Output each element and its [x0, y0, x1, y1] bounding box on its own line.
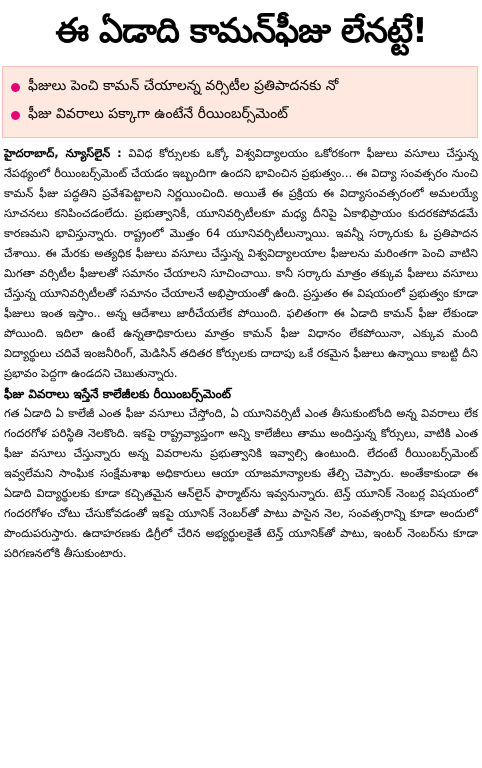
dateline: హైదరాబాద్, న్యూస్‌లైన్ :	[4, 147, 122, 160]
article-body	[4, 144, 478, 564]
subheading: ఫీజు వివరాలు ఇస్తేనే కాలేజీలకు రీయింబర్స్‌మెంట్	[4, 387, 231, 401]
paragraph	[4, 144, 478, 384]
bullet-icon	[11, 83, 20, 92]
deck-item	[11, 73, 469, 101]
paragraph-text: వివిధ కోర్సులకు ఒక్కో విశ్వవిద్యాలయం ఒకోరకంగా ఫీజులు వసూలు చేస్తున్న నేపథ్యంలో రీయింబర్స్‌మెంట్ చేయడం ఇబ్బందిగా ఉందని భావించిన ప్రభుత్వం... ఈ విద్యా సంవత్సరం నుంచి కామన్ ఫీజు పద్ధతిని ప్రవేశపెట్టాలని నిర్ణయించింది. అయితే ఈ ప్రక్రియ ఈ విద్యాసంవత్సరంలో అమలయ్యే సూచనలు కనిపించడంలేదు. ప్రభుత్వానికీ, యూనివర్సిటీలకూ మధ్య దీనిపై ఏకాభిప్రాయం కుదరకపోవడమే కారణమని భావిస్తున్నారు. రాష్ట్రంలో మొత్తం 64 యూనివర్సిటీలున్నాయి. ఇవన్నీ సర్కారుకు ఓ ప్రతిపాదన చేశాయి. ఈ మేరకు అత్యధిక ఫీజులు వసూలు చేస్తున్న విశ్వవిద్యాలయాల ఫీజులను మరింతగా పెంచి వాటిని మిగతా వర్సిటీల ఫీజులతో సమానం చేయాలని సూచించాయి. కానీ సర్కారు మాత్రం తక్కువ ఫీజులు వసూలు చేస్తున్న యూనివర్సిటీలతో సమానం చేయాలనే అభిప్రాయంతో ఉంది. ప్రస్తుతం ఈ విషయంలో ప్రభుత్వం కూడా ఫీజులు ఇంత ఇస్తాం.. అన్న ఆదేశాలు జారీచేయలేక పోయింది. ఫలితంగా ఈ ఏడాది కామన్ ఫీజు లేకుండా పోయింది. ఇదిలా ఉంటే ఉన్నతాధికారులు మాత్రం కామన్ ఫీజు విధానం లేకపోయినా, ఎక్కువ మంది విద్యార్థులు చదివే ఇంజనీరింగ్, మెడిసిన్ తదితర కోర్సులకు దాదాపు ఒకే రకమైన ఫీజులు ఉన్నాయి కాబట్టి దీని ప్రభావం పెద్దగా ఉండదని చెబుతున్నారు.	[4, 147, 479, 380]
deck-text: ఫీజు వివరాలు పక్కాగా ఉంటేనే రీయింబర్స్‌మెంట్	[28, 105, 288, 122]
deck-item	[11, 101, 469, 129]
bullet-icon	[11, 111, 20, 120]
deck-text: ఫీజులు పెంచి కామన్ చేయాలన్న వర్సిటీల ప్రతిపాదనకు నో	[28, 77, 339, 94]
paragraph: గత ఏడాది ఏ కాలేజీ ఎంత ఫీజు వసూలు చేస్తోంది, ఏ యూనివర్సిటీ ఎంత తీసుకుంటోంది అన్న వివరాలు లేక గందరగోళ పరిస్థితి నెలకొంది. ఇకపై రాష్ట్రవ్యాప్తంగా అన్ని కాలేజీలు తాము అందిస్తున్న కోర్సులు, వాటికి ఎంత ఫీజు వసూలు చేస్తున్నారు అన్న వివరాలను ప్రభుత్వానికి ఇవ్వాల్సి ఉంటుంది. లేదంటే రీయింబర్స్‌మెంట్ ఇవ్వలేమని సాంఘిక సంక్షేమశాఖ అధికారులు ఆయా యాజమాన్యాలకు తేల్చి చెప్పారు. అంతేకాకుండా ఈ ఏడాది విద్యార్థులకు కూడా కచ్చితమైన ఆన్‌లైన్ ఫార్మాట్‌ను ఇవ్వనున్నారు. టెన్త్ యూనిక్ నెంబర్ల విషయంలో గందరగోళం చోటు చేసుకోవడంతో ఇకపై యూనిక్ నెంబర్‌తో పాటు పాసైన నెల, సంవత్సరాన్ని కూడా అందులో పొందుపరుస్తారు. ఉదాహరణకు డిగ్రీలో చేరిన అభ్యర్థులకైతే టెన్త్ యూనిక్‌తో పాటు, ఇంటర్ నెంబర్‌ను కూడా పరిగణనలోకి తీసుకుంటారు.	[4, 407, 478, 560]
headline: ఈ ఏడాది కామన్‌ఫీజు లేనట్టే!	[55, 11, 427, 51]
deck-box	[2, 66, 478, 138]
